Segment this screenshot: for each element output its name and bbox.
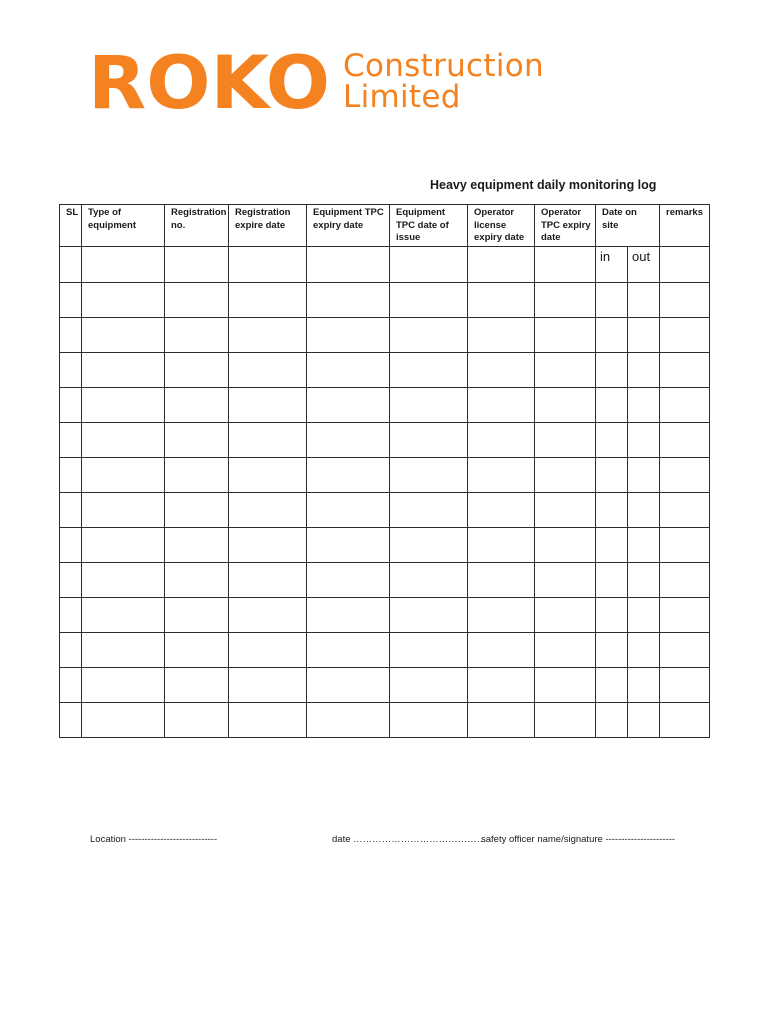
table-cell[interactable] xyxy=(596,283,628,318)
table-cell[interactable] xyxy=(307,668,390,703)
table-cell[interactable] xyxy=(468,283,535,318)
table-cell[interactable] xyxy=(165,353,229,388)
table-cell[interactable] xyxy=(468,318,535,353)
table-cell[interactable] xyxy=(307,423,390,458)
table-cell[interactable] xyxy=(468,528,535,563)
table-cell[interactable] xyxy=(535,493,596,528)
table-cell[interactable] xyxy=(229,318,307,353)
header-registration-expire-date: Registration expire date xyxy=(229,205,307,247)
table-cell[interactable] xyxy=(535,318,596,353)
table-cell[interactable] xyxy=(390,423,468,458)
table-cell[interactable] xyxy=(60,703,82,738)
footer-date: date …………………………………… xyxy=(332,834,487,845)
table-cell[interactable] xyxy=(82,633,165,668)
table-row xyxy=(60,703,710,738)
table-cell[interactable] xyxy=(307,388,390,423)
header-date-on-site: Date on site xyxy=(596,205,660,247)
table-cell[interactable] xyxy=(468,633,535,668)
table-cell[interactable] xyxy=(628,668,660,703)
table-cell[interactable] xyxy=(535,563,596,598)
table-cell[interactable] xyxy=(82,528,165,563)
table-cell[interactable] xyxy=(82,703,165,738)
table-cell[interactable] xyxy=(229,353,307,388)
monitoring-log-table xyxy=(59,204,710,738)
table-cell[interactable] xyxy=(165,493,229,528)
table-cell[interactable] xyxy=(307,247,390,283)
header-registration-no: Registration no. xyxy=(165,205,229,247)
table-cell[interactable] xyxy=(82,493,165,528)
table-cell[interactable] xyxy=(596,353,628,388)
table-cell[interactable] xyxy=(660,458,710,493)
table-row xyxy=(60,283,710,318)
table-cell[interactable] xyxy=(229,528,307,563)
table-cell[interactable] xyxy=(535,353,596,388)
table-cell[interactable] xyxy=(390,458,468,493)
table-cell[interactable] xyxy=(468,493,535,528)
table-cell[interactable] xyxy=(660,423,710,458)
table-cell[interactable] xyxy=(628,528,660,563)
table-cell[interactable] xyxy=(596,528,628,563)
table-cell[interactable] xyxy=(628,633,660,668)
table-cell[interactable] xyxy=(165,283,229,318)
table-cell[interactable] xyxy=(60,458,82,493)
table-cell[interactable] xyxy=(60,598,82,633)
table-cell[interactable] xyxy=(660,318,710,353)
document-title: Heavy equipment daily monitoring log xyxy=(430,178,657,192)
table-cell[interactable] xyxy=(468,563,535,598)
table-cell[interactable] xyxy=(468,668,535,703)
header-remarks: remarks xyxy=(660,205,710,247)
table-cell[interactable] xyxy=(82,563,165,598)
table-cell[interactable] xyxy=(60,528,82,563)
table-cell[interactable] xyxy=(229,283,307,318)
table-cell[interactable] xyxy=(596,493,628,528)
table-cell[interactable] xyxy=(535,668,596,703)
table-cell[interactable] xyxy=(390,563,468,598)
footer-safety-officer-signature: safety officer name/signature ---------------------- xyxy=(481,834,676,845)
table-cell[interactable] xyxy=(628,353,660,388)
table-cell[interactable] xyxy=(390,633,468,668)
table-cell[interactable] xyxy=(660,493,710,528)
table-cell[interactable] xyxy=(82,423,165,458)
table-cell[interactable] xyxy=(628,563,660,598)
table-cell[interactable] xyxy=(660,598,710,633)
table-cell[interactable] xyxy=(660,283,710,318)
table-cell[interactable] xyxy=(468,458,535,493)
table-cell[interactable] xyxy=(82,458,165,493)
subheader-in: in xyxy=(596,247,628,283)
table-cell[interactable] xyxy=(229,247,307,283)
table-cell[interactable] xyxy=(535,283,596,318)
table-cell[interactable] xyxy=(628,283,660,318)
table-cell[interactable] xyxy=(229,493,307,528)
header-sl: SL xyxy=(60,205,82,247)
table-cell[interactable] xyxy=(229,668,307,703)
table-cell[interactable] xyxy=(82,318,165,353)
table-body xyxy=(60,247,710,738)
table-cell[interactable] xyxy=(165,563,229,598)
table-cell[interactable] xyxy=(60,423,82,458)
table-cell[interactable] xyxy=(229,703,307,738)
footer-location: Location ---------------------------- xyxy=(90,834,218,845)
table-cell[interactable] xyxy=(307,283,390,318)
subheader-out: out xyxy=(628,247,660,283)
table-cell[interactable] xyxy=(82,388,165,423)
table-cell[interactable] xyxy=(82,598,165,633)
table-cell[interactable] xyxy=(660,668,710,703)
header-type-of-equipment: Type of equipment xyxy=(82,205,165,247)
company-name-line1: Construction xyxy=(343,48,544,84)
table-cell[interactable] xyxy=(660,633,710,668)
table-cell[interactable] xyxy=(468,423,535,458)
table-cell[interactable] xyxy=(535,598,596,633)
table-cell[interactable] xyxy=(165,388,229,423)
table-cell[interactable] xyxy=(596,668,628,703)
table-cell[interactable] xyxy=(307,563,390,598)
table-cell[interactable] xyxy=(535,633,596,668)
header-equipment-tpc-date-of-issue: Equipment TPC date of issue xyxy=(390,205,468,247)
table-cell[interactable] xyxy=(165,668,229,703)
table-cell[interactable] xyxy=(390,388,468,423)
table-cell[interactable] xyxy=(390,493,468,528)
table-cell[interactable] xyxy=(468,388,535,423)
roko-logo-mark xyxy=(88,50,332,114)
header-operator-tpc-expiry-date: Operator TPC expiry date xyxy=(535,205,596,247)
table-cell[interactable] xyxy=(628,423,660,458)
table-row xyxy=(60,423,710,458)
table-cell[interactable] xyxy=(165,247,229,283)
table-cell[interactable] xyxy=(660,528,710,563)
table-cell[interactable] xyxy=(82,353,165,388)
table-cell[interactable] xyxy=(229,563,307,598)
table-row xyxy=(60,528,710,563)
table-cell[interactable] xyxy=(468,247,535,283)
table-row xyxy=(60,493,710,528)
table-cell[interactable] xyxy=(596,703,628,738)
table-cell[interactable] xyxy=(165,318,229,353)
table-cell[interactable] xyxy=(60,283,82,318)
company-name-line2: Limited xyxy=(343,79,461,115)
table-row xyxy=(60,388,710,423)
table-cell[interactable] xyxy=(596,633,628,668)
table-cell[interactable] xyxy=(307,353,390,388)
table-cell[interactable] xyxy=(660,353,710,388)
table-cell[interactable] xyxy=(390,668,468,703)
table-cell[interactable] xyxy=(468,353,535,388)
table-cell[interactable] xyxy=(535,703,596,738)
header-equipment-tpc-expiry-date: Equipment TPC expiry date xyxy=(307,205,390,247)
table-cell[interactable] xyxy=(165,598,229,633)
table-cell[interactable] xyxy=(660,247,710,283)
table-cell[interactable] xyxy=(82,283,165,318)
table-cell[interactable] xyxy=(165,528,229,563)
table-row xyxy=(60,668,710,703)
table-cell[interactable] xyxy=(390,247,468,283)
table-cell[interactable] xyxy=(628,493,660,528)
table-cell[interactable] xyxy=(596,423,628,458)
table-cell[interactable] xyxy=(60,318,82,353)
table-cell[interactable] xyxy=(535,528,596,563)
table-row xyxy=(60,563,710,598)
table-cell[interactable] xyxy=(307,493,390,528)
table-row xyxy=(60,353,710,388)
table-cell[interactable] xyxy=(535,458,596,493)
table-cell[interactable] xyxy=(390,318,468,353)
table-cell[interactable] xyxy=(390,283,468,318)
table-cell[interactable] xyxy=(229,598,307,633)
table-cell[interactable] xyxy=(390,528,468,563)
table-cell[interactable] xyxy=(82,247,165,283)
table-cell[interactable] xyxy=(596,458,628,493)
table-cell[interactable] xyxy=(660,563,710,598)
company-name xyxy=(343,48,544,115)
table-cell[interactable] xyxy=(60,563,82,598)
table-cell[interactable] xyxy=(307,633,390,668)
table-row xyxy=(60,633,710,668)
table-cell[interactable] xyxy=(60,493,82,528)
table-cell[interactable] xyxy=(307,458,390,493)
table-cell[interactable] xyxy=(229,458,307,493)
table-cell[interactable] xyxy=(165,633,229,668)
table-cell[interactable] xyxy=(628,388,660,423)
table-cell[interactable] xyxy=(229,388,307,423)
table-row xyxy=(60,458,710,493)
table-cell[interactable] xyxy=(596,563,628,598)
table-cell[interactable] xyxy=(307,703,390,738)
table-row xyxy=(60,247,710,283)
header-operator-license-expiry-date: Operator license expiry date xyxy=(468,205,535,247)
table-cell[interactable] xyxy=(307,528,390,563)
table-cell[interactable] xyxy=(468,703,535,738)
table-cell[interactable] xyxy=(535,388,596,423)
table-cell[interactable] xyxy=(596,318,628,353)
table-cell[interactable] xyxy=(229,633,307,668)
table-row xyxy=(60,598,710,633)
svg-text:ROKO: ROKO xyxy=(88,50,330,114)
table-cell[interactable] xyxy=(60,353,82,388)
table-cell[interactable] xyxy=(82,668,165,703)
table-cell[interactable] xyxy=(229,423,307,458)
table-header-row xyxy=(60,205,710,247)
table-cell[interactable] xyxy=(307,318,390,353)
table-cell[interactable] xyxy=(165,423,229,458)
table-cell[interactable] xyxy=(596,388,628,423)
table-cell[interactable] xyxy=(390,598,468,633)
table-cell[interactable] xyxy=(60,633,82,668)
table-cell[interactable] xyxy=(660,703,710,738)
table-cell[interactable] xyxy=(390,703,468,738)
table-cell[interactable] xyxy=(628,598,660,633)
table-cell[interactable] xyxy=(535,247,596,283)
table-cell[interactable] xyxy=(468,598,535,633)
table-cell[interactable] xyxy=(165,458,229,493)
table-cell[interactable] xyxy=(60,668,82,703)
table-cell[interactable] xyxy=(60,247,82,283)
table-cell[interactable] xyxy=(628,318,660,353)
table-cell[interactable] xyxy=(660,388,710,423)
table-cell[interactable] xyxy=(307,598,390,633)
table-cell[interactable] xyxy=(390,353,468,388)
table-row xyxy=(60,318,710,353)
table-cell[interactable] xyxy=(535,423,596,458)
table-cell[interactable] xyxy=(628,703,660,738)
table-cell[interactable] xyxy=(628,458,660,493)
table-cell[interactable] xyxy=(596,598,628,633)
table-cell[interactable] xyxy=(165,703,229,738)
table-cell[interactable] xyxy=(60,388,82,423)
